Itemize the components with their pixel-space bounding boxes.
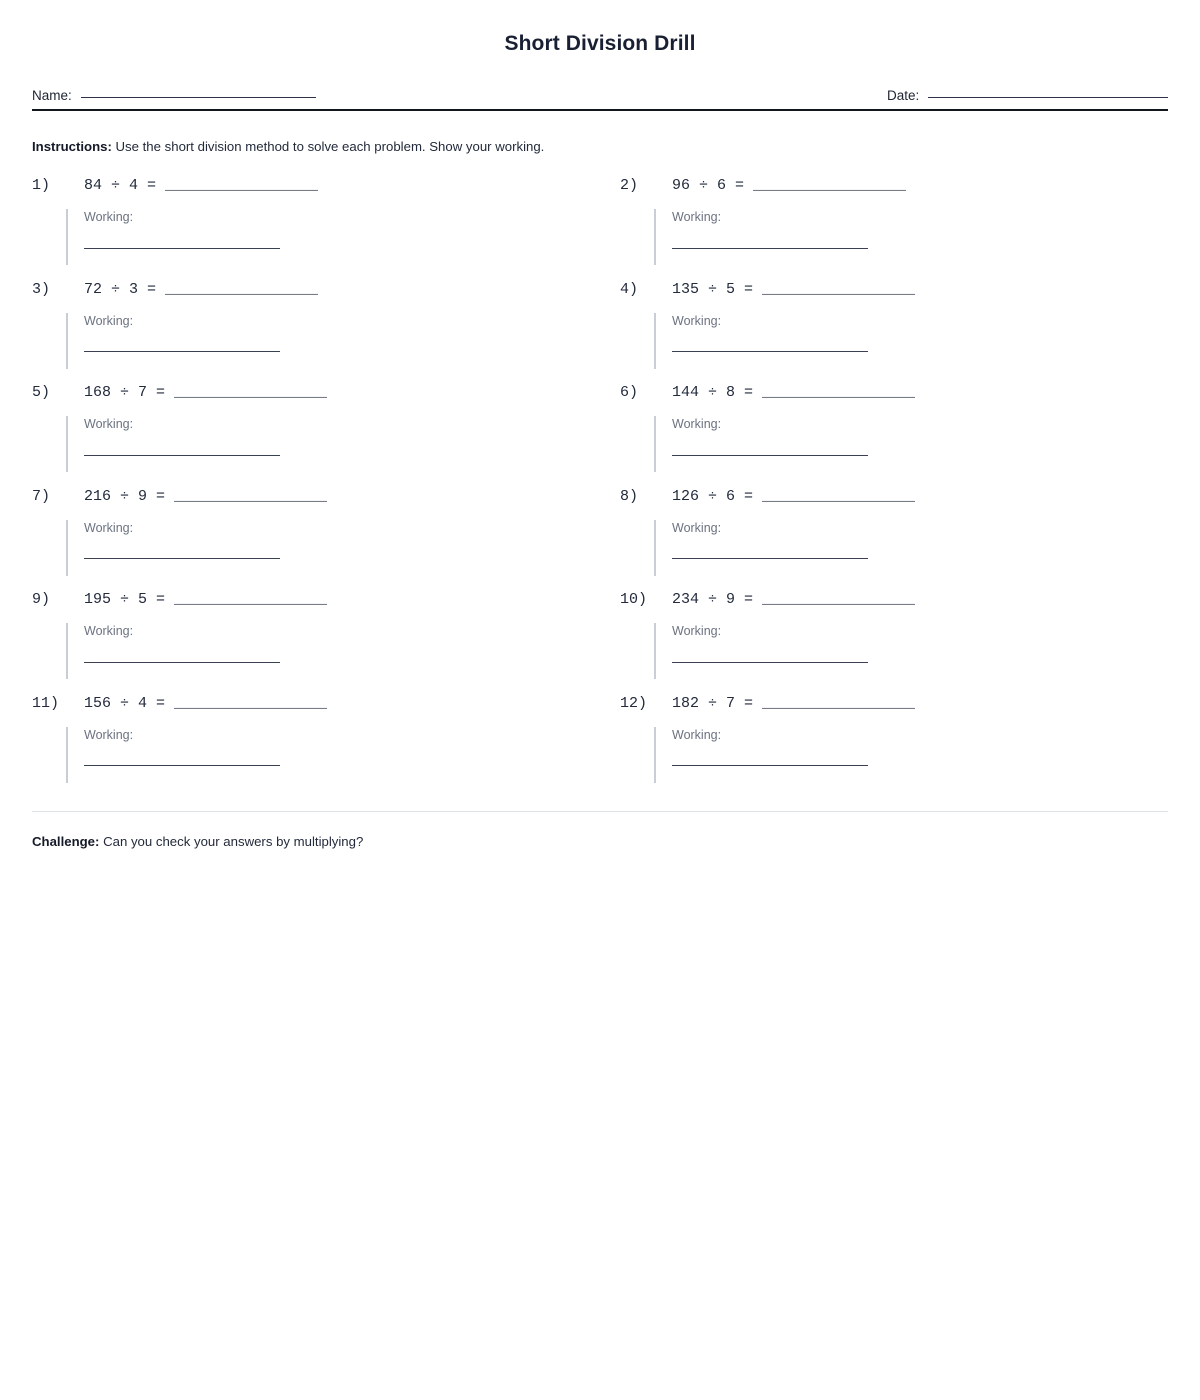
answer-blank[interactable]: _________________: [165, 280, 319, 298]
working-area[interactable]: [654, 623, 1168, 679]
problem-number: 4): [620, 280, 639, 298]
working-write-in-line[interactable]: [672, 351, 868, 352]
problem-statement: [32, 692, 620, 711]
problem-number: 10): [620, 591, 648, 609]
problem-statement: [620, 588, 1168, 607]
working-label: Working:: [672, 313, 722, 328]
working-area[interactable]: [66, 313, 620, 369]
problem-item: [620, 174, 1168, 278]
answer-blank[interactable]: _________________: [174, 591, 328, 609]
problem-item: [32, 485, 620, 589]
name-date-row: [32, 81, 1168, 103]
working-label: Working:: [672, 210, 722, 225]
working-label: Working:: [672, 520, 722, 535]
problem-number: 3): [32, 280, 51, 298]
problem-item: [32, 381, 620, 485]
instructions-text: Use the short division method to solve each problem. Show your working.: [115, 139, 545, 154]
name-write-in-line[interactable]: [81, 96, 316, 98]
problem-number: 11): [32, 694, 60, 712]
problem-expression: 144 ÷ 8 =: [672, 384, 754, 402]
problem-expression: 156 ÷ 4 =: [84, 694, 166, 712]
working-write-in-line[interactable]: [672, 765, 868, 766]
date-field-group: [887, 88, 1168, 103]
working-area[interactable]: [66, 727, 620, 783]
problem-item: [620, 381, 1168, 485]
page-title: Short Division Drill: [504, 32, 696, 55]
problem-number: 9): [32, 591, 51, 609]
problem-statement: [620, 692, 1168, 711]
date-label: Date:: [886, 88, 920, 103]
problem-expression: 182 ÷ 7 =: [672, 694, 754, 712]
answer-blank[interactable]: _________________: [753, 177, 907, 195]
problem-number: 2): [620, 177, 639, 195]
working-label: Working:: [84, 624, 134, 639]
answer-blank[interactable]: _________________: [762, 280, 916, 298]
working-label: Working:: [84, 520, 134, 535]
answer-blank[interactable]: _________________: [762, 384, 916, 402]
problem-expression: 72 ÷ 3 =: [84, 280, 157, 298]
problem-statement: [32, 174, 620, 193]
problem-item: [32, 588, 620, 692]
answer-blank[interactable]: _________________: [174, 487, 328, 505]
problem-number: 8): [620, 487, 639, 505]
working-area[interactable]: [654, 727, 1168, 783]
problem-statement: [32, 485, 620, 504]
problem-expression: 168 ÷ 7 =: [84, 384, 166, 402]
answer-blank[interactable]: _________________: [174, 694, 328, 712]
working-label: Working:: [672, 727, 722, 742]
working-label: Working:: [84, 417, 134, 432]
problem-expression: 84 ÷ 4 =: [84, 177, 157, 195]
problem-number: 6): [620, 384, 639, 402]
instructions-lead: Instructions:: [32, 139, 112, 154]
footer-divider: [32, 811, 1168, 812]
working-write-in-line[interactable]: [84, 558, 280, 559]
working-label: Working:: [672, 417, 722, 432]
problem-item: [620, 278, 1168, 382]
working-area[interactable]: [66, 520, 620, 576]
working-area[interactable]: [66, 623, 620, 679]
problem-expression: 216 ÷ 9 =: [84, 487, 166, 505]
problem-item: [32, 692, 620, 796]
problem-item: [620, 588, 1168, 692]
working-label: Working:: [672, 624, 722, 639]
working-write-in-line[interactable]: [672, 662, 868, 663]
working-write-in-line[interactable]: [84, 765, 280, 766]
instructions: [32, 138, 1168, 155]
problem-expression: 234 ÷ 9 =: [672, 591, 754, 609]
problem-statement: [32, 381, 620, 400]
working-label: Working:: [84, 210, 134, 225]
working-area[interactable]: [654, 520, 1168, 576]
working-write-in-line[interactable]: [672, 558, 868, 559]
working-write-in-line[interactable]: [84, 351, 280, 352]
working-area[interactable]: [654, 209, 1168, 265]
problem-expression: 195 ÷ 5 =: [84, 591, 166, 609]
problem-number: 7): [32, 487, 51, 505]
problem-expression: 135 ÷ 5 =: [672, 280, 754, 298]
problem-statement: [32, 588, 620, 607]
problem-expression: 96 ÷ 6 =: [672, 177, 745, 195]
working-label: Working:: [84, 313, 134, 328]
challenge-text: Can you check your answers by multiplying?: [103, 834, 364, 850]
working-write-in-line[interactable]: [84, 662, 280, 663]
problem-item: [32, 174, 620, 278]
date-write-in-line[interactable]: [928, 96, 1168, 98]
working-area[interactable]: [654, 416, 1168, 472]
answer-blank[interactable]: _________________: [165, 177, 319, 195]
problem-statement: [620, 381, 1168, 400]
name-label: Name:: [32, 88, 72, 103]
problem-number: 1): [32, 177, 51, 195]
working-area[interactable]: [66, 416, 620, 472]
problem-item: [620, 485, 1168, 589]
problem-statement: [620, 485, 1168, 504]
challenge-lead: Challenge:: [32, 834, 100, 850]
name-field-group: [32, 88, 316, 103]
working-area[interactable]: [654, 313, 1168, 369]
answer-blank[interactable]: _________________: [762, 591, 916, 609]
problem-number: 5): [32, 384, 51, 402]
working-label: Working:: [84, 727, 134, 742]
problem-number: 12): [620, 694, 648, 712]
answer-blank[interactable]: _________________: [762, 487, 916, 505]
working-write-in-line[interactable]: [672, 455, 868, 456]
problem-expression: 126 ÷ 6 =: [672, 487, 754, 505]
answer-blank[interactable]: _________________: [762, 694, 916, 712]
problem-statement: [620, 174, 1168, 193]
working-write-in-line[interactable]: [84, 248, 280, 249]
problem-item: [620, 692, 1168, 796]
working-area[interactable]: [66, 209, 620, 265]
challenge-note: [32, 834, 1168, 849]
problem-item: [32, 278, 620, 382]
working-write-in-line[interactable]: [84, 455, 280, 456]
problem-statement: [620, 278, 1168, 297]
working-write-in-line[interactable]: [672, 248, 868, 249]
answer-blank[interactable]: _________________: [174, 384, 328, 402]
problem-statement: [32, 278, 620, 297]
problem-grid: [32, 174, 1168, 795]
header-divider: [32, 109, 1168, 111]
